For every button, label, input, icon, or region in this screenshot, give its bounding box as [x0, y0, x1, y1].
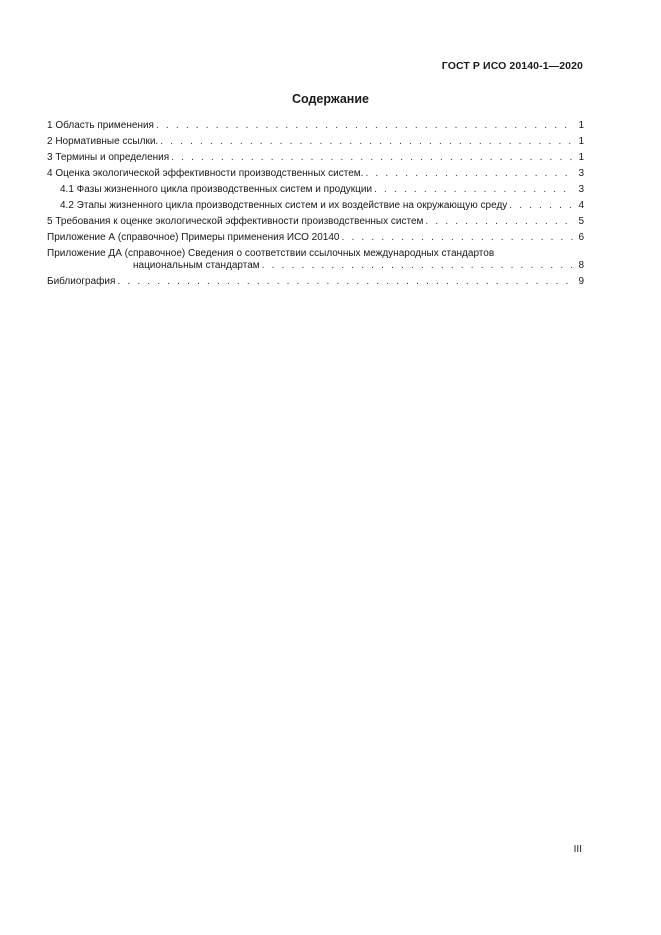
toc-entry-bibliography[interactable] [47, 276, 584, 288]
toc-page-number: 1 [578, 152, 584, 163]
page-number: III [573, 844, 582, 855]
toc-leader [425, 216, 574, 228]
toc-entry-text: 4.2 Этапы жизненного цикла производственных систем и их воздействие на окружающую среду [60, 200, 508, 211]
toc-page-number: 4 [578, 200, 584, 211]
toc-entry-text: 2 Нормативные ссылки. [47, 136, 159, 147]
toc-page-number: 5 [578, 216, 584, 227]
toc-title: Содержание [291, 92, 369, 106]
toc-leader [117, 276, 574, 288]
toc-leader [374, 184, 574, 196]
toc-page-number: 8 [578, 260, 584, 271]
toc-leader [262, 260, 574, 272]
toc-entry-terms[interactable] [47, 152, 584, 164]
toc-entry-text: 5 Требования к оценке экологической эффективности производственных систем [47, 216, 424, 227]
toc-entry-scope[interactable] [47, 120, 584, 132]
toc-leader [509, 200, 574, 212]
toc-page-number: 6 [578, 232, 584, 243]
toc-entry-text: Приложение ДА (справочное) Сведения о соответствии ссылочных международных стандартов [47, 248, 495, 259]
toc-leader [160, 136, 574, 148]
toc-entry-text: 4 Оценка экологической эффективности производственных систем. [47, 168, 364, 179]
toc-page-number: 3 [578, 168, 584, 179]
toc-entry-annex-da[interactable] [47, 248, 584, 272]
table-of-contents [47, 120, 584, 292]
toc-page-number: 9 [578, 276, 584, 287]
toc-entry-assessment[interactable] [47, 168, 584, 180]
toc-entry-text: 4.1 Фазы жизненного цикла производственных систем и продукции [60, 184, 373, 195]
toc-leader [156, 120, 574, 132]
toc-leader [342, 232, 575, 244]
toc-entry-text: 1 Область применения [47, 120, 154, 131]
toc-entry-annex-a[interactable] [47, 232, 584, 244]
toc-entry-normative-references[interactable] [47, 136, 584, 148]
toc-entry-lifecycle-phases[interactable] [47, 184, 584, 196]
toc-entry-text-continued: национальным стандартам [133, 260, 260, 271]
toc-entry-text: Библиография [47, 276, 116, 287]
toc-leader [171, 152, 574, 164]
toc-entry-text: Приложение А (справочное) Примеры применения ИСО 20140 [47, 232, 340, 243]
toc-page-number: 1 [578, 136, 584, 147]
document-code: ГОСТ Р ИСО 20140-1—2020 [441, 60, 583, 72]
toc-leader [365, 168, 574, 180]
toc-entry-text: 3 Термины и определения [47, 152, 170, 163]
toc-entry-requirements[interactable] [47, 216, 584, 228]
toc-page-number: 1 [578, 120, 584, 131]
toc-entry-lifecycle-stages[interactable] [47, 200, 584, 212]
toc-page-number: 3 [578, 184, 584, 195]
